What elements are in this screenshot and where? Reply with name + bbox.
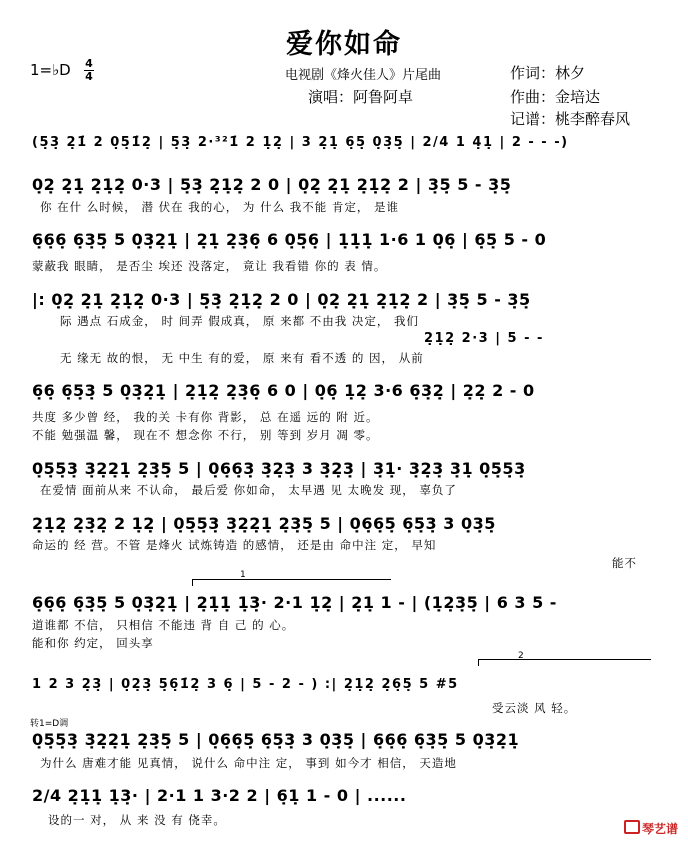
composer-credit: 作曲：金培达 (510, 88, 601, 106)
lyric-row-5: 共度 多少曾 经， 我的关 卡有你 背影， 总 在遥 远的 附 近。 (32, 410, 379, 424)
volta-bracket-2 (478, 659, 651, 666)
score-row-6: 0̣5̣5̣3̣ 3̣2̣2̣1̣ 2̣3̣5̣ 5 | 0̣6̣6̣3̣ 3̣2̣3̣ 3 3̣2̣3̣ | 3̣1̣· 3̣2̣3̣ 3̣1̣ 0̣5̣5̣3̣ (32, 459, 526, 478)
score-row-7: 2̣1̣2̣ 2̣3̣2̣ 2 1̣2̣ | 0̣5̣5̣3̣ 3̣2̣2̣1̣ 2̣3̣5̣ 5 | 0̣6̣6̣5̣ 6̣5̣3̣ 3 0̣3̣5̣ (32, 514, 496, 533)
lyric-row-10: 为什么 唐难才能 见真情， 说什么 命中注 定， 事到 如今才 相信， 天造地 (40, 756, 457, 770)
song-title: 爱你如命 (286, 29, 402, 60)
lyricist-credit: 作词：林夕 (510, 64, 586, 82)
score-row-3: 6̣6̣6̣ 6̣3̣5̣ 5 0̣3̣2̣1̣ | 2̣1̣ 2̣3̣6̣ 6 0̣5̣6̣ | 1̣1̣1̣ 1·6 1 0̣6̣ | 6̣5̣ 5 - 0 (32, 230, 547, 249)
watermark-icon (624, 820, 640, 834)
transcriber-credit: 记谱：桃李醉春风 (510, 110, 631, 128)
lyric-row-11: 设的一 对， 从 来 没 有 侥幸。 (48, 813, 226, 827)
score-row-8: 6̣6̣6̣ 6̣3̣5̣ 5 0̣3̣2̣1̣ | 2̣1̣1̣ 1̣3̣· 2·1 1̣2̣ | 2̣1̣ 1 - | (1̣2̣3̣5̣ | 6 3 5 - (32, 593, 557, 612)
alt-ending-notes: 2̣1̣2̣ 2·3 | 5 - - (424, 331, 544, 346)
score-row-2: 0̣2̣ 2̣1̣ 2̣1̣2̣ 0·3 | 5̣3̣ 2̣1̣2̣ 2 0 | 0̣2̣ 2̣1̣ 2̣1̣2̣ 2 | 3̣5̣ 5 - 3̣5̣ (32, 175, 512, 194)
key-signature: 1=♭D (30, 61, 71, 79)
lyric-row-9: 受云淡 风 轻。 (492, 701, 577, 715)
lyric-row-6: 在爱情 面前从来 不认命， 最后爱 你如命， 太早遇 见 太晚发 现， 辜负了 (40, 483, 457, 497)
watermark-text: 琴艺谱 (642, 822, 679, 836)
score-row-11: 2/4 2̣1̣1̣ 1̣3̣· | 2·1 1 3·2 2 | 6̣1̣ 1 - 0 | ...... (32, 786, 407, 805)
lyric-row-4: 际 遇点 石成金， 时 间弄 假成真， 原 来都 不由我 决定， 我们 (60, 314, 420, 328)
lyric-row-7: 命运的 经 营。不管 是烽火 试炼铸造 的感情， 还是由 命中注 定， 早知 (32, 538, 437, 552)
score-row-4: |: 0̣2̣ 2̣1̣ 2̣1̣2̣ 0·3 | 5̣3̣ 2̣1̣2̣ 2 0 | 0̣2̣ 2̣1̣ 2̣1̣2̣ 2 | 3̣5̣ 5 - 3̣5̣ (32, 290, 531, 309)
subtitle: 电视剧《烽火佳人》片尾曲 (285, 68, 442, 83)
volta-number-2: 2 (518, 651, 524, 661)
score-row-10: 0̣5̣5̣3̣ 3̣2̣2̣1̣ 2̣3̣5̣ 5 | 0̣6̣6̣5̣ 6̣5̣3̣ 3 0̣3̣5̣ | 6̣6̣6̣ 6̣3̣5̣ 5 0̣3̣2̣1̣ (32, 730, 520, 749)
watermark-logo (624, 820, 678, 837)
lyric-row-7b: 能不 (612, 556, 637, 570)
lyric-row-8: 道谁都 不信， 只相信 不能违 背 自 己 的 心。 (32, 618, 295, 632)
time-signature (84, 59, 94, 82)
score-row-9: 1 2 3 2̣3̣ | 0̣2̣3̣ 5̣6̣1̇2̣ 3 6̣ | 5 - 2 - ) :| 2̣1̣2̣ 2̣6̣5̣ 5 #5 (32, 677, 459, 692)
volta-number-1: 1 (240, 570, 246, 580)
score-row-1: (5̣3̣ 2̣1̇ 2 0̣5̣1̇2̣ | 5̣3̣ 2·³²1̇ 2 1̣2̣ | 3 2̣1̣ 6̣5̣ 0̣3̣5̣ | 2/4 1 4̣1̣ | 2 - - -) (32, 135, 569, 150)
time-signature-top: 4 (85, 57, 93, 70)
lyric-row-5b: 不能 勉强温 馨， 现在不 想念你 不行， 别 等到 岁月 凋 零。 (32, 428, 379, 442)
lyric-row-3: 蒙蔽我 眼睛， 是否尘 埃还 没落定， 竟让 我看错 你的 表 情。 (32, 259, 387, 273)
volta-bracket-1 (192, 579, 391, 586)
time-signature-bottom: 4 (85, 70, 93, 83)
singer-credit: 演唱：阿鲁阿卓 (308, 88, 414, 106)
lyric-row-8b: 能和你 约定， 回头享 (32, 636, 154, 650)
lyric-row-2: 你 在什 么时候， 潜 伏在 我的心， 为 什么 我不能 肯定， 是谁 (40, 200, 400, 214)
lyric-row-4b: 无 缘无 故的恨， 无 中生 有的爱， 原 来有 看不透 的 因， 从前 (60, 351, 424, 365)
score-row-5: 6̣6̣ 6̣5̣3̣ 5 0̣3̣2̣1̣ | 2̣1̣2̣ 2̣3̣6̣ 6 0 | 0̣6̣ 1̣2̣ 3·6 6̣3̣2̣ | 2̣2̣ 2 - 0 (32, 381, 535, 400)
key-change-label: 转1=D调 (30, 719, 69, 729)
